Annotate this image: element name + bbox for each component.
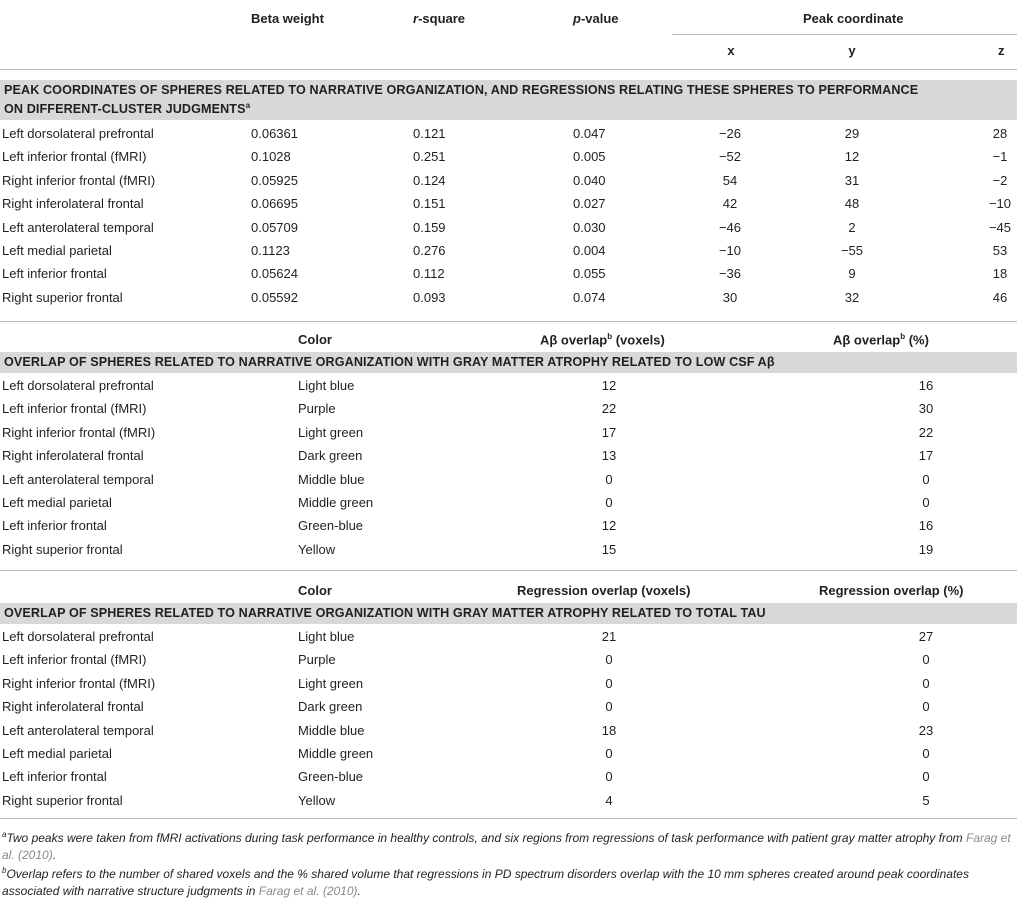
z-coordinate-cell: 53 — [992, 243, 1008, 258]
beta-weight-cell: 0.05624 — [251, 266, 298, 282]
y-coordinate-cell: 32 — [844, 289, 860, 305]
color-cell: Green-blue — [298, 518, 364, 534]
color-cell: Purple — [298, 401, 336, 417]
table-row — [0, 515, 1017, 538]
region-cell: Left medial parietal — [2, 495, 112, 510]
section1-title-line1: PEAK COORDINATES OF SPHERES RELATED TO NARRATIVE ORGANIZATION, AND REGRESSIONS RELATING THESE SPHERES TO PERFORMANCE — [4, 83, 919, 97]
color-cell: Light green — [298, 675, 364, 691]
r-square-cell: 0.276 — [413, 243, 446, 258]
section2-divider — [0, 570, 1017, 571]
x-coordinate-cell: 30 — [722, 289, 738, 305]
region-cell: Left anterolateral temporal — [2, 471, 154, 487]
s2-header-color: Color — [298, 332, 332, 347]
region-cell: Left medial parietal — [2, 243, 112, 258]
region-cell: Left dorsolateral prefrontal — [2, 378, 154, 393]
z-coordinate-cell: 28 — [992, 126, 1008, 141]
table-row — [0, 287, 1017, 310]
p-value-cell: 0.074 — [573, 289, 606, 305]
region-cell: Right inferior frontal (fMRI) — [2, 172, 156, 188]
r-square-cell: 0.251 — [413, 149, 446, 165]
table-row — [0, 790, 1017, 813]
color-cell: Middle green — [298, 746, 374, 761]
table-row — [0, 720, 1017, 743]
header-r-square: r-square — [413, 11, 466, 26]
ab-voxels-cell: 15 — [601, 541, 617, 557]
color-cell: Green-blue — [298, 769, 364, 785]
ab-pct-cell: 19 — [918, 541, 934, 557]
region-cell: Right inferior frontal (fMRI) — [2, 424, 156, 440]
table-row — [0, 422, 1017, 445]
region-cell: Left inferior frontal (fMRI) — [2, 401, 147, 417]
color-cell: Middle green — [298, 495, 374, 510]
table-row — [0, 743, 1017, 766]
regression-voxels-cell: 0 — [605, 675, 613, 691]
table-row — [0, 375, 1017, 398]
z-coordinate-cell: −10 — [988, 196, 1012, 212]
region-cell: Right superior frontal — [2, 541, 123, 557]
region-cell: Left anterolateral temporal — [2, 722, 154, 738]
table-row — [0, 469, 1017, 492]
regression-voxels-cell: 0 — [605, 769, 613, 785]
regression-pct-cell: 5 — [922, 792, 930, 808]
table-row — [0, 217, 1017, 240]
footnote-b: $^b$Overlap refers to the number of shared voxels and the % shared volume that regressions in PD spectrum disorders overlap with the 10 mm spheres created around peak coordinates associated with narrative structure judgments in Farag et al. (2010). — [2, 866, 969, 898]
regression-voxels-cell: 0 — [605, 746, 613, 761]
section3-title: OVERLAP OF SPHERES RELATED TO NARRATIVE ORGANIZATION WITH GRAY MATTER ATROPHY RELATED TO TOTAL TAU — [4, 606, 766, 620]
footnote-b-citation[interactable]: Farag et al. (2010) — [258, 884, 358, 898]
z-coordinate-cell: 46 — [992, 289, 1008, 305]
regression-voxels-cell: 21 — [601, 629, 617, 644]
section1-title-line2: ON DIFFERENT-CLUSTER JUDGMENTS$^a$ — [4, 101, 251, 117]
y-coordinate-cell: 31 — [844, 172, 860, 188]
section1-divider — [0, 321, 1017, 322]
s3-header-regression-voxels: Regression overlap (voxels) — [517, 583, 691, 598]
r-square-cell: 0.159 — [413, 219, 446, 235]
ab-pct-cell: 17 — [918, 448, 934, 464]
s3-header-regression-pct: Regression overlap (%) — [819, 583, 964, 598]
beta-weight-cell: 0.05709 — [251, 219, 298, 235]
region-cell: Left dorsolateral prefrontal — [2, 629, 154, 644]
x-coordinate-cell: −10 — [718, 243, 742, 258]
beta-weight-cell: 0.05925 — [251, 172, 298, 188]
s3-header-color: Color — [298, 583, 332, 598]
region-cell: Left inferior frontal — [2, 266, 107, 282]
color-cell: Light blue — [298, 629, 355, 644]
table-row — [0, 263, 1017, 286]
table-bottom-rule — [0, 818, 1017, 819]
header-divider — [0, 69, 1017, 70]
regression-pct-cell: 0 — [922, 675, 930, 691]
table-row — [0, 696, 1017, 719]
s2-header-ab-pct: Aβ overlap$^b$ (%) — [833, 332, 929, 348]
region-cell: Right superior frontal — [2, 289, 123, 305]
table-row — [0, 673, 1017, 696]
ab-pct-cell: 0 — [922, 471, 930, 487]
y-coordinate-cell: −55 — [840, 243, 864, 258]
footnote-a: $^a$Two peaks were taken from fMRI activations during task performance in healthy controls, and six regions from regressions of task performance with patient gray matter atrophy from Farag et al. (2010). — [2, 830, 1011, 862]
regression-pct-cell: 0 — [922, 769, 930, 785]
ab-voxels-cell: 12 — [601, 518, 617, 534]
regression-voxels-cell: 4 — [605, 792, 613, 808]
region-cell: Right inferolateral frontal — [2, 448, 144, 464]
x-coordinate-cell: −46 — [718, 219, 742, 235]
y-coordinate-cell: 12 — [844, 149, 860, 165]
x-coordinate-cell: −52 — [718, 149, 742, 165]
y-coordinate-cell: 2 — [848, 219, 856, 235]
table-row — [0, 146, 1017, 169]
color-cell: Dark green — [298, 448, 363, 464]
region-cell: Left anterolateral temporal — [2, 219, 154, 235]
header-x: x — [727, 43, 735, 58]
r-square-cell: 0.093 — [413, 289, 446, 305]
table-row — [0, 193, 1017, 216]
table-row — [0, 626, 1017, 649]
peak-coordinate-underline — [672, 34, 1017, 35]
beta-weight-cell: 0.06695 — [251, 196, 298, 212]
region-cell: Right inferior frontal (fMRI) — [2, 675, 156, 691]
region-cell: Left medial parietal — [2, 746, 112, 761]
table-row — [0, 398, 1017, 421]
x-coordinate-cell: 42 — [722, 196, 738, 212]
region-cell: Right inferolateral frontal — [2, 196, 144, 212]
header-beta-weight: Beta weight — [251, 11, 324, 26]
color-cell: Yellow — [298, 792, 336, 808]
color-cell: Middle blue — [298, 722, 365, 738]
color-cell: Dark green — [298, 699, 363, 715]
region-cell: Left inferior frontal — [2, 769, 107, 785]
y-coordinate-cell: 48 — [844, 196, 860, 212]
r-square-cell: 0.112 — [413, 266, 445, 282]
y-coordinate-cell: 29 — [844, 126, 860, 141]
s2-header-ab-voxels: Aβ overlap$^b$ (voxels) — [540, 332, 665, 348]
beta-weight-cell: 0.1123 — [251, 243, 290, 258]
z-coordinate-cell: 18 — [992, 266, 1008, 282]
ab-pct-cell: 16 — [918, 518, 934, 534]
color-cell: Purple — [298, 652, 336, 668]
table-row — [0, 240, 1017, 263]
p-value-cell: 0.005 — [573, 149, 606, 165]
section2-title-band — [0, 352, 1017, 373]
r-square-cell: 0.121 — [413, 126, 446, 141]
z-coordinate-cell: −1 — [992, 149, 1008, 165]
regression-voxels-cell: 0 — [605, 652, 613, 668]
beta-weight-cell: 0.05592 — [251, 289, 298, 305]
region-cell: Right superior frontal — [2, 792, 123, 808]
ab-voxels-cell: 13 — [601, 448, 617, 464]
beta-weight-cell: 0.1028 — [251, 149, 291, 165]
regression-pct-cell: 0 — [922, 746, 930, 761]
table-row — [0, 123, 1017, 146]
region-cell: Left dorsolateral prefrontal — [2, 126, 154, 141]
header-p-value: p-value — [573, 11, 619, 26]
header-z: z — [998, 43, 1005, 58]
region-cell: Left inferior frontal — [2, 518, 107, 534]
ab-voxels-cell: 0 — [605, 495, 613, 510]
section2-title: OVERLAP OF SPHERES RELATED TO NARRATIVE ORGANIZATION WITH GRAY MATTER ATROPHY RELATED TO LOW CSF Aβ — [4, 355, 775, 369]
ab-pct-cell: 0 — [922, 495, 930, 510]
regression-voxels-cell: 0 — [605, 699, 613, 715]
ab-pct-cell: 30 — [918, 401, 934, 417]
ab-voxels-cell: 17 — [601, 424, 617, 440]
regression-pct-cell: 0 — [922, 652, 930, 668]
table-row — [0, 649, 1017, 672]
table-row — [0, 766, 1017, 789]
ab-pct-cell: 16 — [918, 378, 934, 393]
header-y: y — [848, 43, 856, 58]
ab-voxels-cell: 12 — [601, 378, 617, 393]
ab-voxels-cell: 0 — [605, 471, 613, 487]
r-square-cell: 0.151 — [413, 196, 446, 212]
x-coordinate-cell: 54 — [722, 172, 738, 188]
y-coordinate-cell: 9 — [848, 266, 856, 282]
table-row — [0, 170, 1017, 193]
x-coordinate-cell: −26 — [718, 126, 742, 141]
region-cell: Left inferior frontal (fMRI) — [2, 652, 147, 668]
p-value-cell: 0.027 — [573, 196, 606, 212]
section3-title-band — [0, 603, 1017, 624]
color-cell: Yellow — [298, 541, 336, 557]
color-cell: Light green — [298, 424, 364, 440]
z-coordinate-cell: −2 — [992, 172, 1008, 188]
table-row — [0, 492, 1017, 515]
regression-pct-cell: 27 — [918, 629, 934, 644]
p-value-cell: 0.030 — [573, 219, 606, 235]
ab-voxels-cell: 22 — [601, 401, 617, 417]
region-cell: Left inferior frontal (fMRI) — [2, 149, 147, 165]
z-coordinate-cell: −45 — [988, 219, 1012, 235]
table-row — [0, 539, 1017, 562]
color-cell: Middle blue — [298, 471, 365, 487]
header-peak-coordinate: Peak coordinate — [803, 11, 904, 26]
section1-title-band — [0, 80, 1017, 120]
beta-weight-cell: 0.06361 — [251, 126, 298, 141]
p-value-cell: 0.004 — [573, 243, 606, 258]
p-value-cell: 0.047 — [573, 126, 606, 141]
p-value-cell: 0.040 — [573, 172, 606, 188]
color-cell: Light blue — [298, 378, 355, 393]
ab-pct-cell: 22 — [918, 424, 934, 440]
p-value-cell: 0.055 — [573, 266, 606, 282]
table-row — [0, 445, 1017, 468]
footnote-a-citation[interactable]: Farag et al. (2010) — [2, 831, 1011, 862]
regression-pct-cell: 0 — [922, 699, 930, 715]
r-square-cell: 0.124 — [413, 172, 446, 188]
regression-voxels-cell: 18 — [601, 722, 617, 738]
x-coordinate-cell: −36 — [718, 266, 742, 282]
region-cell: Right inferolateral frontal — [2, 699, 144, 715]
regression-pct-cell: 23 — [918, 722, 934, 738]
